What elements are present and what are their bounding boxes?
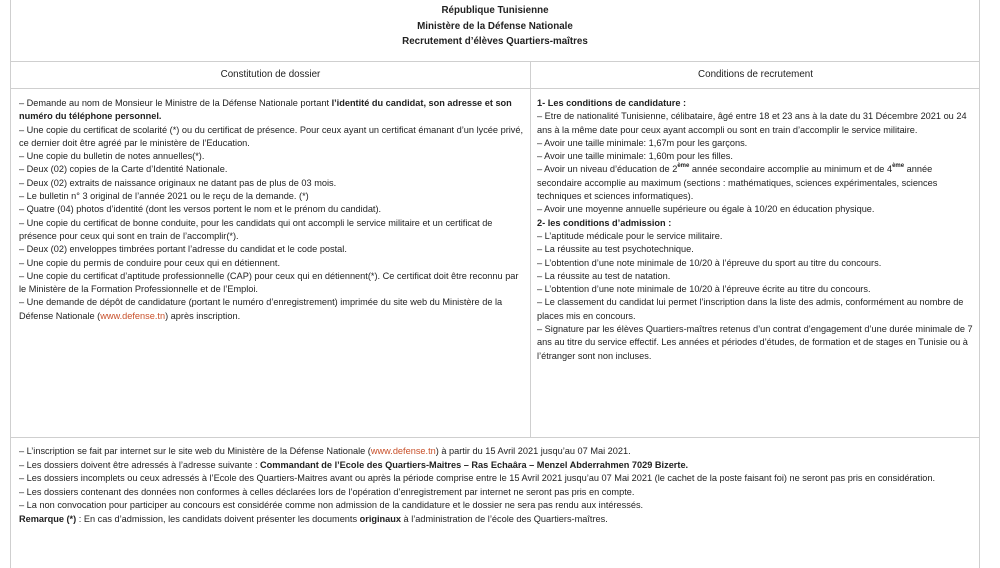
admission-condition bbox=[537, 230, 974, 243]
candidature-condition-text: année secondaire accomplie au maximum (sections : mathématiques, sciences expérimentales, sciences techniques et sciences informatiques). bbox=[537, 164, 938, 202]
note-remark bbox=[19, 513, 973, 527]
admission-condition bbox=[537, 296, 974, 323]
candidature-conditions-list bbox=[537, 110, 974, 216]
note-convocation: – La non convocation pour participer au concours est considérée comme non admission de la candidature et le dossier ne sera pas rendu aux intéressés. bbox=[19, 500, 644, 511]
admission-condition bbox=[537, 270, 974, 283]
candidature-condition-text: – Avoir une taille minimale: 1,60m pour les filles. bbox=[537, 151, 733, 162]
defense-site-link[interactable]: www.defense.tn bbox=[370, 446, 436, 456]
school-address: Commandant de l’Ecole des Quartiers-Maitres – Ras Echaâra – Menzel Abderrahmen 7029 Bizerte. bbox=[260, 459, 689, 470]
note-text: ) à partir du 15 Avril 2021 jusqu’au 07 Mai 2021. bbox=[435, 446, 631, 456]
dossier-heading: Constitution de dossier bbox=[11, 62, 530, 89]
candidature-condition-text: – Avoir une taille minimale: 1,67m pour les garçons. bbox=[537, 137, 748, 148]
admission-condition-text: – L’aptitude médicale pour le service militaire. bbox=[537, 230, 723, 241]
dossier-item-text: – Quatre (04) photos d’identité (dont les versos portent le nom et le prénom du candidat). bbox=[19, 204, 382, 215]
admission-condition bbox=[537, 283, 974, 296]
admission-condition-text: – Signature par les élèves Quartiers-maîtres retenus d’un contrat d’engagement d’une durée minimale de 7 ans au titre du service effectif. Les années et périodes d’études, de formation et de stages en Tunisie ou à l’étranger sont non incluses. bbox=[537, 324, 973, 361]
candidature-condition bbox=[537, 150, 974, 163]
dossier-item-text: – Demande au nom de Monsieur le Ministre de la Défense Nationale portant bbox=[19, 98, 332, 108]
candidature-condition-text: – Avoir une moyenne annuelle supérieure ou égale à 10/20 en éducation physique. bbox=[537, 204, 875, 215]
requirements-table bbox=[10, 62, 980, 438]
candidature-condition-text: – Avoir un niveau d’éducation de 2 bbox=[537, 164, 678, 175]
dossier-item bbox=[19, 163, 524, 176]
note-text: : En cas d’admission, les candidats doivent présenter les documents bbox=[78, 513, 360, 524]
header-title: Recrutement d’élèves Quartiers-maîtres bbox=[402, 36, 588, 47]
admission-condition-text: – Le classement du candidat lui permet l’inscription dans la liste des admis, conformément au nombre de places mis en concours. bbox=[537, 297, 964, 321]
dossier-item-text: – Deux (02) enveloppes timbrées portant l’adresse du candidat et le code postal. bbox=[19, 244, 347, 255]
candidature-condition-text: ème bbox=[677, 163, 690, 170]
header-country: République Tunisienne bbox=[441, 5, 549, 16]
document-header bbox=[10, 0, 980, 62]
dossier-item-text: – Deux (02) copies de la Carte d’Identité Nationale. bbox=[19, 164, 228, 175]
dossier-list bbox=[11, 89, 530, 323]
header-ministry: Ministère de la Défense Nationale bbox=[417, 20, 573, 32]
remark-emphasis: originaux bbox=[359, 513, 401, 524]
note-incomplete: – Les dossiers incomplets ou ceux adressés à l’Ecole des Quartiers-Maitres avant ou après la période comprise entre le 15 Avril 2021 jusqu’au 07 Mai 2021 (le cachet de la poste faisant foi) ne seront pas pris en considération. bbox=[19, 473, 936, 484]
candidature-condition bbox=[537, 203, 974, 216]
dossier-item bbox=[19, 203, 524, 216]
admission-condition-text: – La réussite au test de natation. bbox=[537, 270, 671, 281]
dossier-item bbox=[19, 97, 524, 124]
candidature-conditions-title: 1- Les conditions de candidature : bbox=[537, 98, 687, 108]
dossier-item bbox=[19, 270, 524, 297]
dossier-item-text: – Deux (02) extraits de naissance originaux ne datant pas de plus de 03 mois. bbox=[19, 177, 337, 188]
dossier-item-text: – Une copie du certificat d’aptitude professionnelle (CAP) pour ceux qui en détiennent(*). Ce certificat doit être reconnu par le Ministère de la Formation Professionnelle et de l’Emploi. bbox=[19, 270, 519, 295]
dossier-item-text: ) après inscription. bbox=[165, 310, 241, 321]
dossier-item-text: – Une copie du bulletin de notes annuelles(*). bbox=[19, 151, 205, 162]
dossier-item bbox=[19, 217, 524, 244]
note-text: à l’administration de l’école des Quartiers-maîtres. bbox=[400, 513, 608, 524]
dossier-item bbox=[19, 190, 524, 203]
dossier-item-text: – Une copie du permis de conduire pour ceux qui en détiennent. bbox=[19, 257, 280, 268]
dossier-item bbox=[19, 124, 524, 151]
notes-section bbox=[10, 438, 980, 568]
dossier-item bbox=[19, 257, 524, 270]
note-text: – L’inscription se fait par internet sur le site web du Ministère de la Défense Nationale ( bbox=[19, 446, 371, 456]
conditions-list bbox=[531, 89, 980, 363]
candidature-condition bbox=[537, 163, 974, 203]
note-text: – Les dossiers doivent être adressés à l’adresse suivante : bbox=[19, 459, 261, 470]
admission-condition-text: – La réussite au test psychotechnique. bbox=[537, 244, 694, 255]
candidature-condition bbox=[537, 137, 974, 150]
note-nonconforming: – Les dossiers contenant des données non conformes à celles déclarées lors de l’opération d’enregistrement par internet ne seront pas pris en compte. bbox=[19, 486, 635, 497]
dossier-item-text: – Une copie du certificat de scolarité (*) ou du certificat de présence. Pour ceux ayant un certificat émanant d’un lycée privé, ce dernier doit être agréé par le ministère de l’Education. bbox=[19, 124, 524, 148]
candidature-condition-text: ème bbox=[892, 163, 905, 170]
remark-label: Remarque (*) bbox=[19, 513, 79, 524]
admission-condition-text: – L’obtention d’une note minimale de 10/20 à l’épreuve du sport au titre du concours. bbox=[537, 257, 882, 268]
note-address bbox=[19, 459, 973, 473]
admission-condition bbox=[537, 257, 974, 270]
note-registration bbox=[19, 445, 973, 459]
candidature-condition-text: année secondaire accomplie au minimum et de 4 bbox=[689, 164, 893, 175]
admission-condition bbox=[537, 323, 974, 363]
admission-conditions-title: 2- les conditions d’admission : bbox=[537, 217, 672, 228]
dossier-item bbox=[19, 150, 524, 163]
admission-condition-text: – L’obtention d’une note minimale de 10/20 à l’épreuve écrite au titre du concours. bbox=[537, 284, 871, 295]
admission-condition bbox=[537, 243, 974, 256]
dossier-item bbox=[19, 177, 524, 190]
dossier-item-text: – Le bulletin n° 3 original de l’année 2021 ou le reçu de la demande. (*) bbox=[19, 191, 309, 202]
dossier-item-text: – Une copie du certificat de bonne conduite, pour les candidats qui ont accompli le service militaire et un certificat de présence pour ceux qui sont en train de l’accomplir(*). bbox=[19, 217, 493, 241]
conditions-column bbox=[531, 62, 980, 437]
defense-site-link[interactable]: www.defense.tn bbox=[100, 310, 166, 321]
dossier-column bbox=[11, 62, 531, 437]
dossier-item bbox=[19, 243, 524, 256]
admission-conditions-list bbox=[537, 230, 974, 363]
candidature-condition bbox=[537, 110, 974, 137]
candidature-condition-text: – Etre de nationalité Tunisienne, célibataire, âgé entre 18 et 23 ans à la date du 31 Décembre 2021 ou 24 ans à la même date pour ceux ayant accompli ou sont en train d’accomplir le service militaire. bbox=[537, 111, 967, 135]
dossier-item-text: l’identité du candidat, son adresse et son numéro du téléphone personnel. bbox=[19, 98, 512, 122]
dossier-item bbox=[19, 296, 524, 323]
dossier-item-text: – Une demande de dépôt de candidature (portant le numéro d’enregistrement) imprimée du site web du Ministère de la Défense Nationale ( bbox=[19, 297, 503, 321]
conditions-heading: Conditions de recrutement bbox=[531, 62, 980, 89]
